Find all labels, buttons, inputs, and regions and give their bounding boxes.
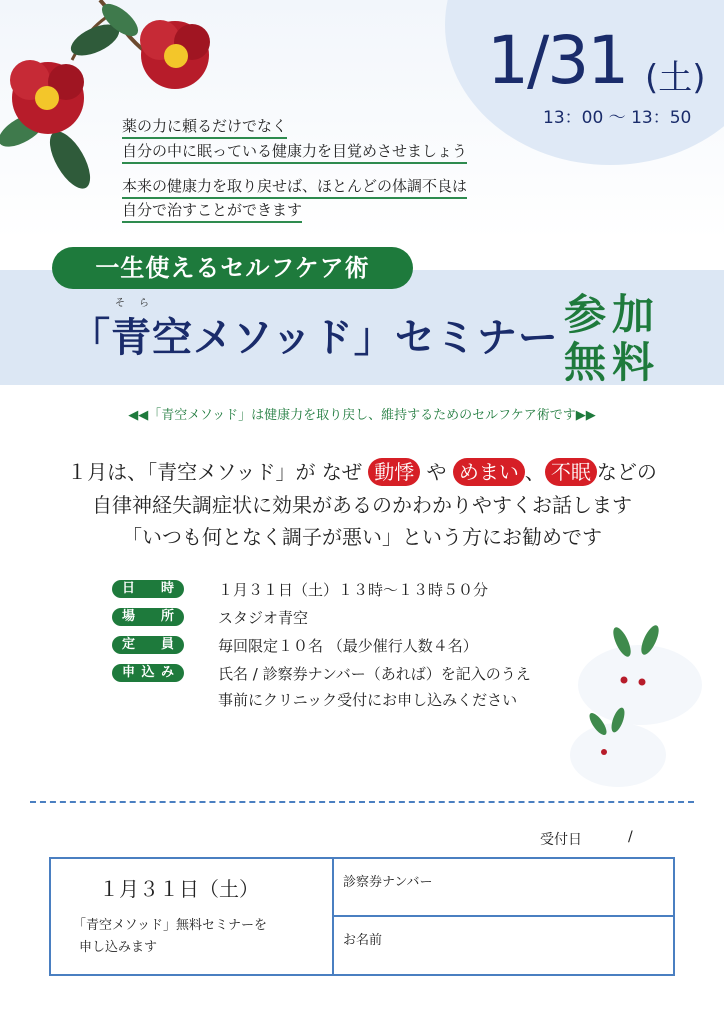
cut-line xyxy=(30,801,694,803)
title-ruby: そら xyxy=(115,298,163,309)
event-day: (土) xyxy=(645,58,706,98)
detail-value-datetime: １月３１日（土）１３時〜１３時５０分 xyxy=(218,581,489,599)
received-date-slash: / xyxy=(628,829,633,845)
form-divider xyxy=(332,915,673,917)
event-date: 1/31 xyxy=(487,22,628,99)
snow-bunny-icon xyxy=(560,600,724,800)
detail-label-place: 場所 xyxy=(112,608,184,626)
symptom-badge: 不眠 xyxy=(545,458,597,486)
form-note xyxy=(73,915,267,959)
detail-value-apply: 氏名 / 診察券ナンバー（あれば）を記入のうえ xyxy=(218,665,531,683)
description-line-3: 「いつも何となく調子が悪い」という方にお勧めです xyxy=(122,525,602,549)
description-line-1 xyxy=(0,456,724,486)
application-form xyxy=(49,857,675,976)
description-text: 、 xyxy=(524,460,545,484)
description-text: などの xyxy=(596,460,657,484)
description-text: １月は、「青空メソッド」が なぜ xyxy=(67,460,369,484)
subtitle-pill: 一生使えるセルフケア術 xyxy=(52,247,413,289)
detail-value-place: スタジオ青空 xyxy=(218,609,309,627)
symptom-badge: 動悸 xyxy=(368,458,420,486)
event-time: 13：00 〜 13：50 xyxy=(543,108,692,128)
detail-label-capacity: 定員 xyxy=(112,636,184,654)
lead-line: 薬の力に頼るだけでなく xyxy=(122,115,287,139)
free-label: 参加 xyxy=(563,290,660,339)
lead-line: 自分で治すことができます xyxy=(122,199,302,223)
camellia-flower-icon xyxy=(0,0,230,200)
form-date: １月３１日（土） xyxy=(99,877,259,901)
free-label: 無料 xyxy=(563,338,660,387)
detail-label-apply: 申込み xyxy=(112,664,184,682)
lead-line: 自分の中に眠っている健康力を目覚めさせましょう xyxy=(122,140,467,164)
seminar-title: 「青空メソッド」セミナー xyxy=(70,315,559,361)
received-date-label: 受付日 xyxy=(540,832,582,848)
detail-value-apply-2: 事前にクリニック受付にお申し込みください xyxy=(218,691,518,709)
detail-value-capacity: 毎回限定１０名 （最少催行人数４名） xyxy=(218,637,478,655)
lead-line: 本来の健康力を取り戻せば、ほとんどの体調不良は xyxy=(122,175,467,199)
form-note-line: 申し込みます xyxy=(79,940,158,955)
name-field[interactable]: お名前 xyxy=(343,933,383,948)
form-note-line: 「青空メソッド」無料セミナーを xyxy=(73,918,267,933)
description-line-2: 自律神経失調症状に効果があるのかわかりやすくお話します xyxy=(92,493,632,517)
tagline: ◀◀「青空メソッド」は健康力を取り戻し、維持するためのセルフケア術です▶▶ xyxy=(128,408,596,423)
description-text: や xyxy=(420,460,453,484)
patient-number-field[interactable]: 診察券ナンバー xyxy=(343,875,433,890)
detail-label-datetime: 日時 xyxy=(112,580,184,598)
symptom-badge: めまい xyxy=(453,458,525,486)
